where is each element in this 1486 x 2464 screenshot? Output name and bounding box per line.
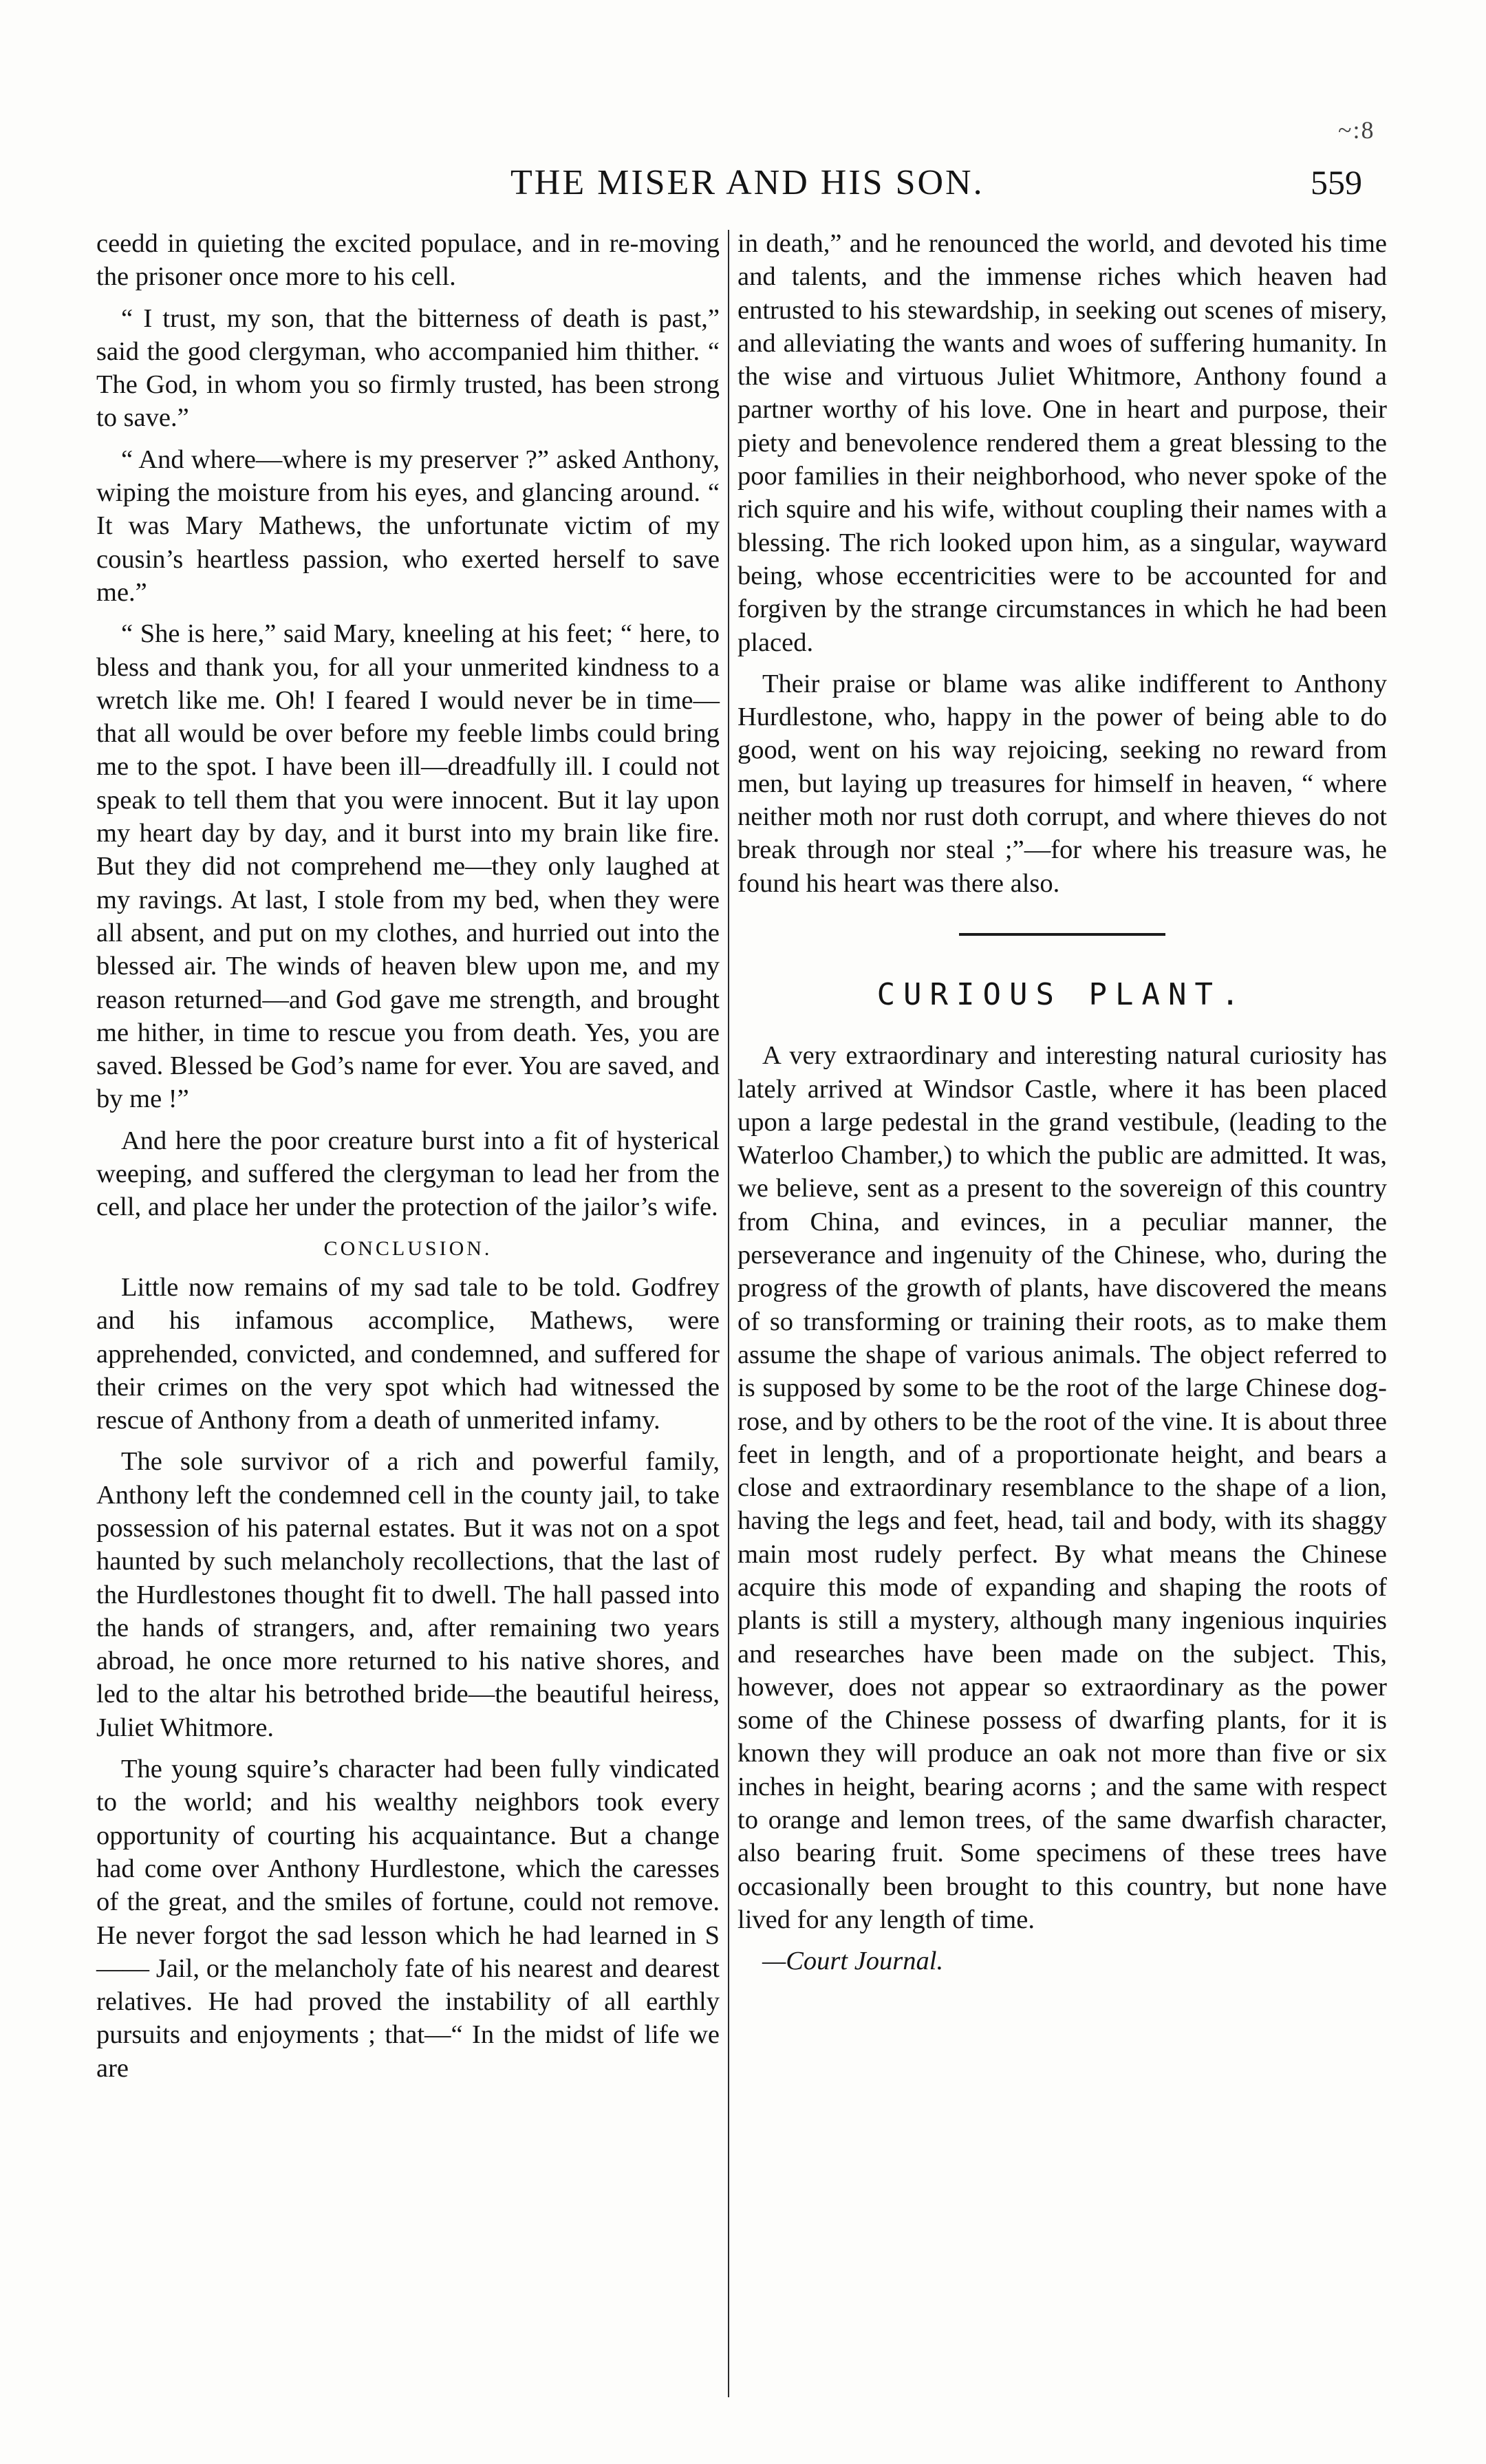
paragraph: in death,” and he renounced the world, and devoted his time and talents, and the immense riches which heaven had entrusted to his stewardship, in seeking out scenes of misery, and alleviating the wants and woes of suffering humanity. In the wise and virtuous Juliet Whitmore, Anthony found a partner worthy of his love. One in heart and purpose, their piety and benevolence rendered them a great blessing to the poor families in their neighborhood, who never spoke of the rich squire and his wife, without coupling their names with a blessing. The rich looked upon him, as a singular, wayward being, whose eccentricities were to be accounted for and forgiven by the strange circumstances in which he had been placed.	[737, 229, 1387, 657]
page-number: 559	[1311, 163, 1362, 202]
right-column	[737, 227, 1387, 1978]
paragraph: “ She is here,” said Mary, kneeling at his feet; “ here, to bless and thank you, for all your unmerited kindness to a wretch like me. Oh! I feared I would never be in time—that all would be over before my feeble limbs could bring me to the spot. I have been ill—dreadfully ill. I could not speak to tell them that you were innocent. But it lay upon my heart day by day, and it burst into my brain like fire. But they did not comprehend me—they only laughed at my ravings. At last, I stole from my bed, when they were all absent, and put on my clothes, and hurried out into the blessed air. The winds of heaven blew upon me, and my reason returned—and God gave me strength, and brought me hither, in time to rescue you from death. Yes, you are saved. Blessed be God’s name for ever. You are saved, and by me !”	[96, 619, 720, 1114]
conclusion-heading: CONCLUSION.	[323, 1236, 493, 1260]
column-divider	[728, 230, 729, 2397]
left-column	[96, 227, 720, 2085]
section-divider	[959, 933, 1165, 936]
section-title: CURIOUS PLANT.	[876, 976, 1248, 1012]
paragraph: The young squire’s character had been fully vindicated to the world; and his wealthy neighbors took every opportunity of courting his acquaintance. But a change had come over Anthony Hurdlestone, which the caresses of the great, and the smiles of fortune, could not remove. He never forgot the sad lesson which he had learned in S—— Jail, or the melancholy fate of his nearest and dearest relatives. He had proved the instability of all earthly pursuits and enjoyments ; that—“ In the midst of life we are	[96, 1755, 720, 2083]
citation: —Court Journal.	[762, 1947, 944, 1976]
paragraph: “ And where—where is my preserver ?” asked Anthony, wiping the moisture from his eyes, and glancing around. “ It was Mary Mathews, the unfortunate victim of my cousin’s heartless passion, who exerted herself to save me.”	[96, 444, 720, 607]
paragraph: The sole survivor of a rich and powerful family, Anthony left the condemned cell in the county jail, to take possession of his paternal estates. But it was not on a spot haunted by such melancholy recollections, that the last of the Hurdlestones thought fit to dwell. The hall passed into the hands of strangers, and, after remaining two years abroad, he once more returned to his native shores, and led to the altar his betrothed bride—the beautiful heiress, Juliet Whitmore.	[96, 1447, 720, 1742]
paragraph: “ I trust, my son, that the bitterness of death is past,” said the good clergyman, who accompanied him thither. “ The God, in whom you so firmly trusted, has been strong to save.”	[96, 303, 720, 433]
paragraph: Their praise or blame was alike indifferent to Anthony Hurdlestone, who, happy in the power of being able to do good, went on his way rejoicing, seeking no reward from men, but laying up treasures for himself in heaven, “ where neither moth nor rust doth corrupt, and where thieves do not break through nor steal ;”—for where his treasure was, he found his heart was there also.	[737, 669, 1387, 898]
running-title: THE MISER AND HIS SON.	[510, 163, 984, 202]
running-head	[0, 150, 1486, 212]
paragraph: Little now remains of my sad tale to be told. Godfrey and his infamous accomplice, Mathews, were apprehended, convicted, and condemned, and suffered for their crimes on the very spot which had witnessed the rescue of Anthony from a death of unmerited infamy.	[96, 1272, 720, 1435]
paragraph: ceedd in quieting the excited populace, and in re-moving the prisoner once more to his cell.	[96, 229, 720, 292]
corner-mark: ~:8	[1338, 116, 1375, 144]
paragraph: A very extraordinary and interesting natural curiosity has lately arrived at Windsor Castle, where it has been placed upon a large pedestal in the grand vestibule, (leading to the Waterloo Chamber,) to which the public are admitted. It was, we believe, sent as a present to the sovereign of this country from China, and evinces, in a peculiar manner, the perseverance and ingenuity of the Chinese, who, during the progress of the growth of plants, have discovered the means of so transforming or training their roots, as to make them assume the shape of various animals. The object referred to is supposed by some to be the root of the large Chinese dog-rose, and by others to be the root of the vine. It is about three feet in length, and of a proportionate height, and bears a close and extraordinary resemblance to the shape of a lion, having the legs and feet, head, tail and body, with its shaggy main most rudely perfect. By what means the Chinese acquire this mode of expanding and shaping the roots of plants is still a mystery, although many ingenious inquiries and researches have been made on the subject. This, however, does not appear so extraordinary as the power some of the Chinese possess of dwarfing plants, for it is known they will produce an oak not more than five or six inches in height, bearing acorns ; and the same with respect to orange and lemon trees, of the same dwarfish character, also bearing fruit. Some specimens of these trees have occasionally been brought to this country, but none have lived for any length of time.	[737, 1041, 1387, 1934]
paragraph: And here the poor creature burst into a fit of hysterical weeping, and suffered the clergyman to lead her from the cell, and place her under the protection of the jailor’s wife.	[96, 1126, 720, 1222]
